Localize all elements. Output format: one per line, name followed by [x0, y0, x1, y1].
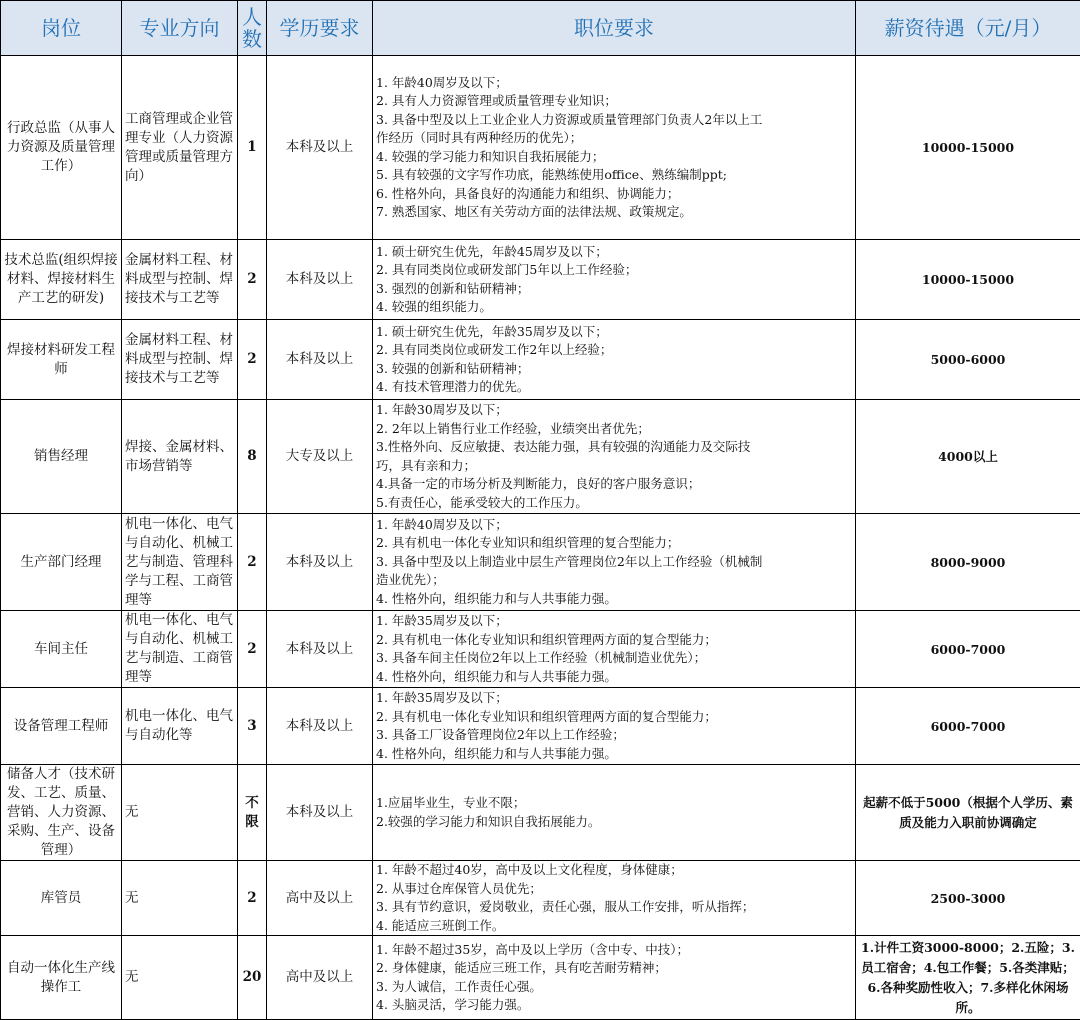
- requirement-line: 2. 具有同类岗位或研发工作2年以上经验；: [376, 341, 852, 360]
- major-cell: 无: [122, 765, 238, 861]
- requirement-line: 4. 较强的学习能力和知识自我拓展能力；: [376, 148, 852, 167]
- requirement-line: 4. 有技术管理潜力的优先。: [376, 378, 852, 397]
- requirement-line: 巧，具有亲和力；: [376, 457, 852, 476]
- header-education: 学历要求: [267, 1, 373, 56]
- salary-cell: 6000-7000: [856, 611, 1080, 688]
- requirement-line: 2. 具有人力资源管理或质量管理专业知识；: [376, 92, 852, 111]
- requirement-line: 2. 具有同类岗位或研发部门5年以上工作经验；: [376, 261, 852, 280]
- requirements-cell: [373, 861, 856, 936]
- requirement-line: 2. 具有机电一体化专业知识和组织管理两方面的复合型能力；: [376, 708, 852, 727]
- table-row: [1, 320, 1080, 400]
- requirements-cell: [373, 514, 856, 611]
- header-position: 岗位: [1, 1, 122, 56]
- requirement-line: 4. 能适应三班倒工作。: [376, 917, 852, 936]
- count-cell: 2: [238, 861, 267, 936]
- salary-cell: 1.计件工资3000-8000；2.五险；3.员工宿舍；4.包工作餐；5.各类津贴；6.各种奖励性收入；7.多样化休闲场所。: [856, 936, 1080, 1020]
- count-cell: 2: [238, 240, 267, 320]
- requirement-line: 造业优先）；: [376, 571, 852, 590]
- requirements-cell: [373, 688, 856, 765]
- education-cell: 本科及以上: [267, 514, 373, 611]
- requirement-line: 1. 年龄40周岁及以下；: [376, 74, 852, 93]
- count-cell: 20: [238, 936, 267, 1020]
- requirement-line: 3. 具备车间主任岗位2年以上工作经验（机械制造业优先）；: [376, 649, 852, 668]
- requirement-line: 4. 较强的组织能力。: [376, 298, 852, 317]
- table-row: [1, 611, 1080, 688]
- requirement-line: 3. 为人诚信，工作责任心强。: [376, 978, 852, 997]
- requirement-line: 4. 性格外向，组织能力和与人共事能力强。: [376, 745, 852, 764]
- table-row: [1, 688, 1080, 765]
- major-cell: 金属材料工程、材料成型与控制、焊接技术与工艺等: [122, 320, 238, 400]
- requirement-line: 4. 性格外向，组织能力和与人共事能力强。: [376, 590, 852, 609]
- requirement-line: 1. 年龄35周岁及以下；: [376, 612, 852, 631]
- requirements-cell: [373, 765, 856, 861]
- major-cell: 机电一体化、电气与自动化、机械工艺与制造、工商管理等: [122, 611, 238, 688]
- requirement-line: 3.性格外向、反应敏捷、表达能力强，具有较强的沟通能力及交际技: [376, 438, 852, 457]
- header-major: 专业方向: [122, 1, 238, 56]
- requirement-line: 2. 2年以上销售行业工作经验，业绩突出者优先；: [376, 420, 852, 439]
- requirement-line: 2. 身体健康，能适应三班工作，具有吃苦耐劳精神；: [376, 959, 852, 978]
- count-cell: 1: [238, 56, 267, 240]
- requirement-line: 5.有责任心，能承受较大的工作压力。: [376, 494, 852, 513]
- requirement-line: 4.具备一定的市场分析及判断能力，良好的客户服务意识；: [376, 475, 852, 494]
- requirement-line: 4. 头脑灵活，学习能力强。: [376, 996, 852, 1015]
- major-cell: 焊接、金属材料、市场营销等: [122, 400, 238, 514]
- requirement-line: 2. 具有机电一体化专业知识和组织管理两方面的复合型能力；: [376, 631, 852, 650]
- major-cell: 金属材料工程、材料成型与控制、焊接技术与工艺等: [122, 240, 238, 320]
- header-count: 人数: [238, 1, 267, 56]
- major-cell: 机电一体化、电气与自动化、机械工艺与制造、管理科学与工程、工商管理等: [122, 514, 238, 611]
- requirement-line: 作经历（同时具有两种经历的优先）；: [376, 129, 852, 148]
- position-cell: 车间主任: [1, 611, 122, 688]
- count-cell: 2: [238, 320, 267, 400]
- salary-cell: 5000-6000: [856, 320, 1080, 400]
- salary-cell: 2500-3000: [856, 861, 1080, 936]
- header-salary: 薪资待遇（元/月）: [856, 1, 1080, 56]
- requirement-line: 1. 年龄40周岁及以下；: [376, 516, 852, 535]
- education-cell: 大专及以上: [267, 400, 373, 514]
- header-requirements: 职位要求: [373, 1, 856, 56]
- requirement-line: 3. 具备工厂设备管理岗位2年以上工作经验；: [376, 726, 852, 745]
- requirement-line: 3. 具备中型及以上工业企业人力资源或质量管理部门负责人2年以上工: [376, 111, 852, 130]
- requirement-line: 1. 硕士研究生优先，年龄45周岁及以下；: [376, 243, 852, 262]
- table-row: [1, 240, 1080, 320]
- position-cell: 销售经理: [1, 400, 122, 514]
- position-cell: 自动一体化生产线操作工: [1, 936, 122, 1020]
- requirement-line: 2. 从事过仓库保管人员优先；: [376, 880, 852, 899]
- requirement-line: 1. 年龄30周岁及以下；: [376, 401, 852, 420]
- salary-cell: 起薪不低于5000（根据个人学历、素质及能力入职前协调确定: [856, 765, 1080, 861]
- count-cell: 2: [238, 611, 267, 688]
- salary-cell: 8000-9000: [856, 514, 1080, 611]
- education-cell: 本科及以上: [267, 611, 373, 688]
- table-row: [1, 861, 1080, 936]
- count-cell: 不限: [238, 765, 267, 861]
- header-row: [1, 1, 1080, 56]
- requirement-line: 2. 具有机电一体化专业知识和组织管理的复合型能力；: [376, 534, 852, 553]
- education-cell: 本科及以上: [267, 688, 373, 765]
- requirement-line: 4. 性格外向，组织能力和与人共事能力强。: [376, 668, 852, 687]
- education-cell: 本科及以上: [267, 56, 373, 240]
- requirement-line: 3. 较强的创新和钻研精神；: [376, 360, 852, 379]
- requirement-line: 3. 强烈的创新和钻研精神；: [376, 280, 852, 299]
- table-row: [1, 56, 1080, 240]
- education-cell: 本科及以上: [267, 320, 373, 400]
- salary-cell: 4000以上: [856, 400, 1080, 514]
- requirements-cell: [373, 936, 856, 1020]
- requirement-line: 1. 年龄不超过35岁，高中及以上学历（含中专、中技）；: [376, 941, 852, 960]
- requirement-line: 3. 具有节约意识，爱岗敬业，责任心强，服从工作安排，听从指挥；: [376, 898, 852, 917]
- salary-cell: 10000-15000: [856, 240, 1080, 320]
- requirements-cell: [373, 400, 856, 514]
- table-row: [1, 400, 1080, 514]
- education-cell: 高中及以上: [267, 861, 373, 936]
- position-cell: 生产部门经理: [1, 514, 122, 611]
- table-row: [1, 765, 1080, 861]
- education-cell: 高中及以上: [267, 936, 373, 1020]
- requirement-line: 3. 具备中型及以上制造业中层生产管理岗位2年以上工作经验（机械制: [376, 553, 852, 572]
- education-cell: 本科及以上: [267, 240, 373, 320]
- count-cell: 8: [238, 400, 267, 514]
- major-cell: 机电一体化、电气与自动化等: [122, 688, 238, 765]
- requirements-cell: [373, 240, 856, 320]
- requirements-cell: [373, 320, 856, 400]
- position-cell: 设备管理工程师: [1, 688, 122, 765]
- requirement-line: 2.较强的学习能力和知识自我拓展能力。: [376, 813, 852, 832]
- requirements-cell: [373, 56, 856, 240]
- major-cell: 无: [122, 936, 238, 1020]
- requirement-line: 6. 性格外向，具备良好的沟通能力和组织、协调能力；: [376, 185, 852, 204]
- salary-cell: 6000-7000: [856, 688, 1080, 765]
- requirements-cell: [373, 611, 856, 688]
- count-cell: 2: [238, 514, 267, 611]
- position-cell: 行政总监（从事人力资源及质量管理工作）: [1, 56, 122, 240]
- major-cell: 无: [122, 861, 238, 936]
- major-cell: 工商管理或企业管理专业（人力资源管理或质量管理方向）: [122, 56, 238, 240]
- requirement-line: 1. 硕士研究生优先，年龄35周岁及以下；: [376, 323, 852, 342]
- count-cell: 3: [238, 688, 267, 765]
- requirement-line: 5. 具有较强的文字写作功底，能熟练使用office、熟练编制ppt;: [376, 166, 852, 185]
- position-cell: 技术总监(组织焊接材料、焊接材料生产工艺的研发): [1, 240, 122, 320]
- education-cell: 本科及以上: [267, 765, 373, 861]
- salary-cell: 10000-15000: [856, 56, 1080, 240]
- requirement-line: 7. 熟悉国家、地区有关劳动方面的法律法规、政策规定。: [376, 203, 852, 222]
- position-cell: 储备人才（技术研发、工艺、质量、营销、人力资源、采购、生产、设备管理）: [1, 765, 122, 861]
- position-cell: 库管员: [1, 861, 122, 936]
- table-row: [1, 514, 1080, 611]
- requirement-line: 1. 年龄不超过40岁，高中及以上文化程度，身体健康；: [376, 861, 852, 880]
- requirement-line: 1.应届毕业生，专业不限；: [376, 794, 852, 813]
- table-row: [1, 936, 1080, 1020]
- requirement-line: 1. 年龄35周岁及以下；: [376, 689, 852, 708]
- position-cell: 焊接材料研发工程师: [1, 320, 122, 400]
